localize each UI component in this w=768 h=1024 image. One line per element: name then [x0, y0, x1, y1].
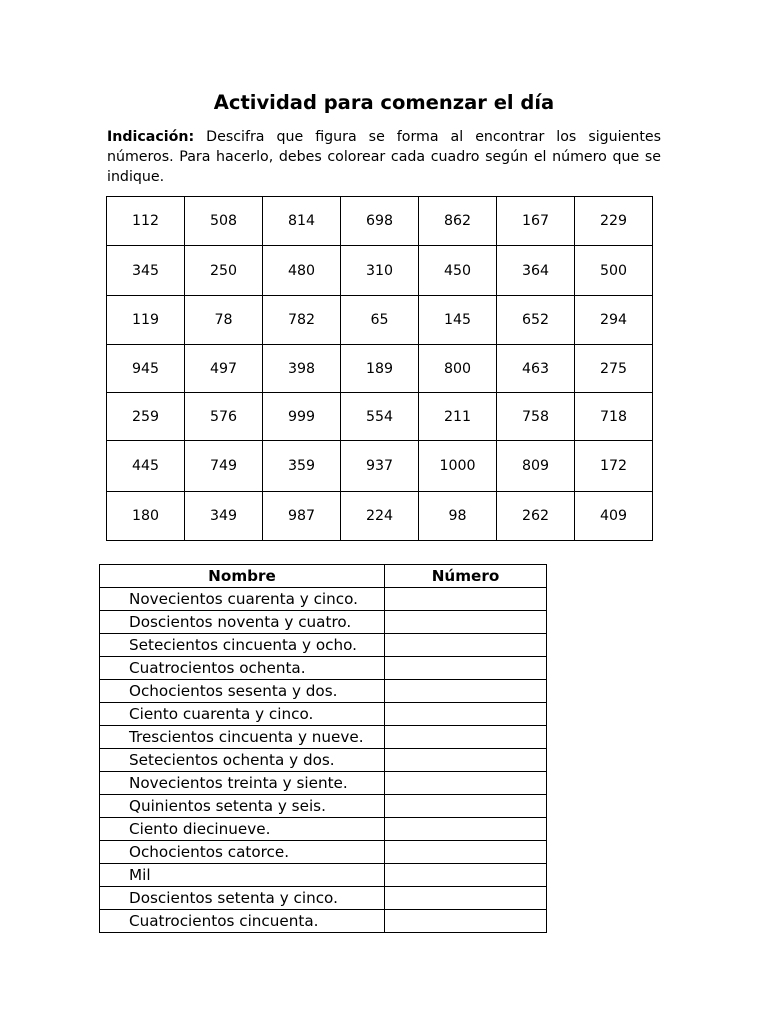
grid-cell[interactable]: 65 [341, 296, 419, 345]
grid-cell[interactable]: 463 [497, 345, 575, 393]
number-answer-cell[interactable] [385, 611, 547, 634]
name-cell: Ochocientos sesenta y dos. [100, 680, 385, 703]
number-answer-cell[interactable] [385, 864, 547, 887]
grid-cell[interactable]: 310 [341, 246, 419, 296]
name-cell: Novecientos treinta y siente. [100, 772, 385, 795]
grid-cell[interactable]: 98 [419, 492, 497, 541]
grid-cell[interactable]: 450 [419, 246, 497, 296]
number-answer-cell[interactable] [385, 795, 547, 818]
instruction-text: Descifra que figura se forma al encontrar los siguientes números. Para hacerlo, debes colorear cada cuadro según el número que se indique. [107, 129, 661, 185]
grid-cell[interactable]: 275 [575, 345, 653, 393]
grid-cell[interactable]: 398 [263, 345, 341, 393]
grid-cell[interactable]: 294 [575, 296, 653, 345]
name-cell: Quinientos setenta y seis. [100, 795, 385, 818]
answer-table [99, 564, 547, 933]
column-header-number: Número [385, 565, 547, 588]
grid-cell[interactable]: 718 [575, 393, 653, 441]
table-row [100, 795, 547, 818]
grid-row [107, 197, 653, 246]
name-cell: Ochocientos catorce. [100, 841, 385, 864]
name-cell: Cuatrocientos cincuenta. [100, 910, 385, 933]
grid-cell[interactable]: 145 [419, 296, 497, 345]
table-row [100, 680, 547, 703]
grid-cell[interactable]: 576 [185, 393, 263, 441]
number-answer-cell[interactable] [385, 841, 547, 864]
grid-cell[interactable]: 409 [575, 492, 653, 541]
grid-cell[interactable]: 937 [341, 441, 419, 492]
name-cell: Trescientos cincuenta y nueve. [100, 726, 385, 749]
grid-row [107, 393, 653, 441]
page-title: Actividad para comenzar el día [213, 91, 555, 114]
grid-cell[interactable]: 78 [185, 296, 263, 345]
grid-cell[interactable]: 180 [107, 492, 185, 541]
grid-cell[interactable]: 749 [185, 441, 263, 492]
grid-cell[interactable]: 167 [497, 197, 575, 246]
number-answer-cell[interactable] [385, 657, 547, 680]
name-cell: Mil [100, 864, 385, 887]
name-cell: Setecientos ochenta y dos. [100, 749, 385, 772]
grid-cell[interactable]: 758 [497, 393, 575, 441]
grid-cell[interactable]: 364 [497, 246, 575, 296]
grid-row [107, 246, 653, 296]
grid-cell[interactable]: 224 [341, 492, 419, 541]
grid-cell[interactable]: 119 [107, 296, 185, 345]
grid-cell[interactable]: 782 [263, 296, 341, 345]
number-answer-cell[interactable] [385, 726, 547, 749]
instruction-label: Indicación: [107, 129, 195, 145]
grid-cell[interactable]: 345 [107, 246, 185, 296]
number-grid [106, 196, 653, 541]
grid-cell[interactable]: 189 [341, 345, 419, 393]
grid-cell[interactable]: 259 [107, 393, 185, 441]
grid-cell[interactable]: 445 [107, 441, 185, 492]
name-cell: Doscientos setenta y cinco. [100, 887, 385, 910]
grid-cell[interactable]: 508 [185, 197, 263, 246]
table-row [100, 588, 547, 611]
table-row [100, 611, 547, 634]
grid-cell[interactable]: 229 [575, 197, 653, 246]
grid-cell[interactable]: 500 [575, 246, 653, 296]
grid-cell[interactable]: 262 [497, 492, 575, 541]
grid-row [107, 345, 653, 393]
table-row [100, 910, 547, 933]
grid-cell[interactable]: 359 [263, 441, 341, 492]
grid-cell[interactable]: 250 [185, 246, 263, 296]
number-answer-cell[interactable] [385, 910, 547, 933]
number-answer-cell[interactable] [385, 703, 547, 726]
grid-cell[interactable]: 172 [575, 441, 653, 492]
grid-cell[interactable]: 349 [185, 492, 263, 541]
instruction-paragraph [107, 127, 661, 187]
table-row [100, 703, 547, 726]
grid-cell[interactable]: 809 [497, 441, 575, 492]
table-row [100, 726, 547, 749]
number-answer-cell[interactable] [385, 749, 547, 772]
grid-cell[interactable]: 987 [263, 492, 341, 541]
grid-cell[interactable]: 497 [185, 345, 263, 393]
name-cell: Ciento diecinueve. [100, 818, 385, 841]
grid-cell[interactable]: 112 [107, 197, 185, 246]
column-header-name: Nombre [100, 565, 385, 588]
name-cell: Novecientos cuarenta y cinco. [100, 588, 385, 611]
grid-cell[interactable]: 554 [341, 393, 419, 441]
answer-table-header-row [100, 565, 547, 588]
table-row [100, 818, 547, 841]
grid-cell[interactable]: 480 [263, 246, 341, 296]
table-row [100, 772, 547, 795]
grid-row [107, 492, 653, 541]
number-answer-cell[interactable] [385, 588, 547, 611]
grid-cell[interactable]: 800 [419, 345, 497, 393]
grid-row [107, 296, 653, 345]
grid-cell[interactable]: 814 [263, 197, 341, 246]
table-row [100, 841, 547, 864]
grid-cell[interactable]: 211 [419, 393, 497, 441]
name-cell: Ciento cuarenta y cinco. [100, 703, 385, 726]
number-answer-cell[interactable] [385, 680, 547, 703]
number-answer-cell[interactable] [385, 818, 547, 841]
grid-row [107, 441, 653, 492]
grid-cell[interactable]: 1000 [419, 441, 497, 492]
name-cell: Doscientos noventa y cuatro. [100, 611, 385, 634]
table-row [100, 887, 547, 910]
grid-cell[interactable]: 862 [419, 197, 497, 246]
grid-cell[interactable]: 945 [107, 345, 185, 393]
table-row [100, 749, 547, 772]
grid-cell[interactable]: 652 [497, 296, 575, 345]
name-cell: Cuatrocientos ochenta. [100, 657, 385, 680]
name-cell: Setecientos cincuenta y ocho. [100, 634, 385, 657]
table-row [100, 634, 547, 657]
number-answer-cell[interactable] [385, 887, 547, 910]
table-row [100, 864, 547, 887]
number-answer-cell[interactable] [385, 634, 547, 657]
table-row [100, 657, 547, 680]
grid-cell[interactable]: 999 [263, 393, 341, 441]
grid-cell[interactable]: 698 [341, 197, 419, 246]
number-answer-cell[interactable] [385, 772, 547, 795]
